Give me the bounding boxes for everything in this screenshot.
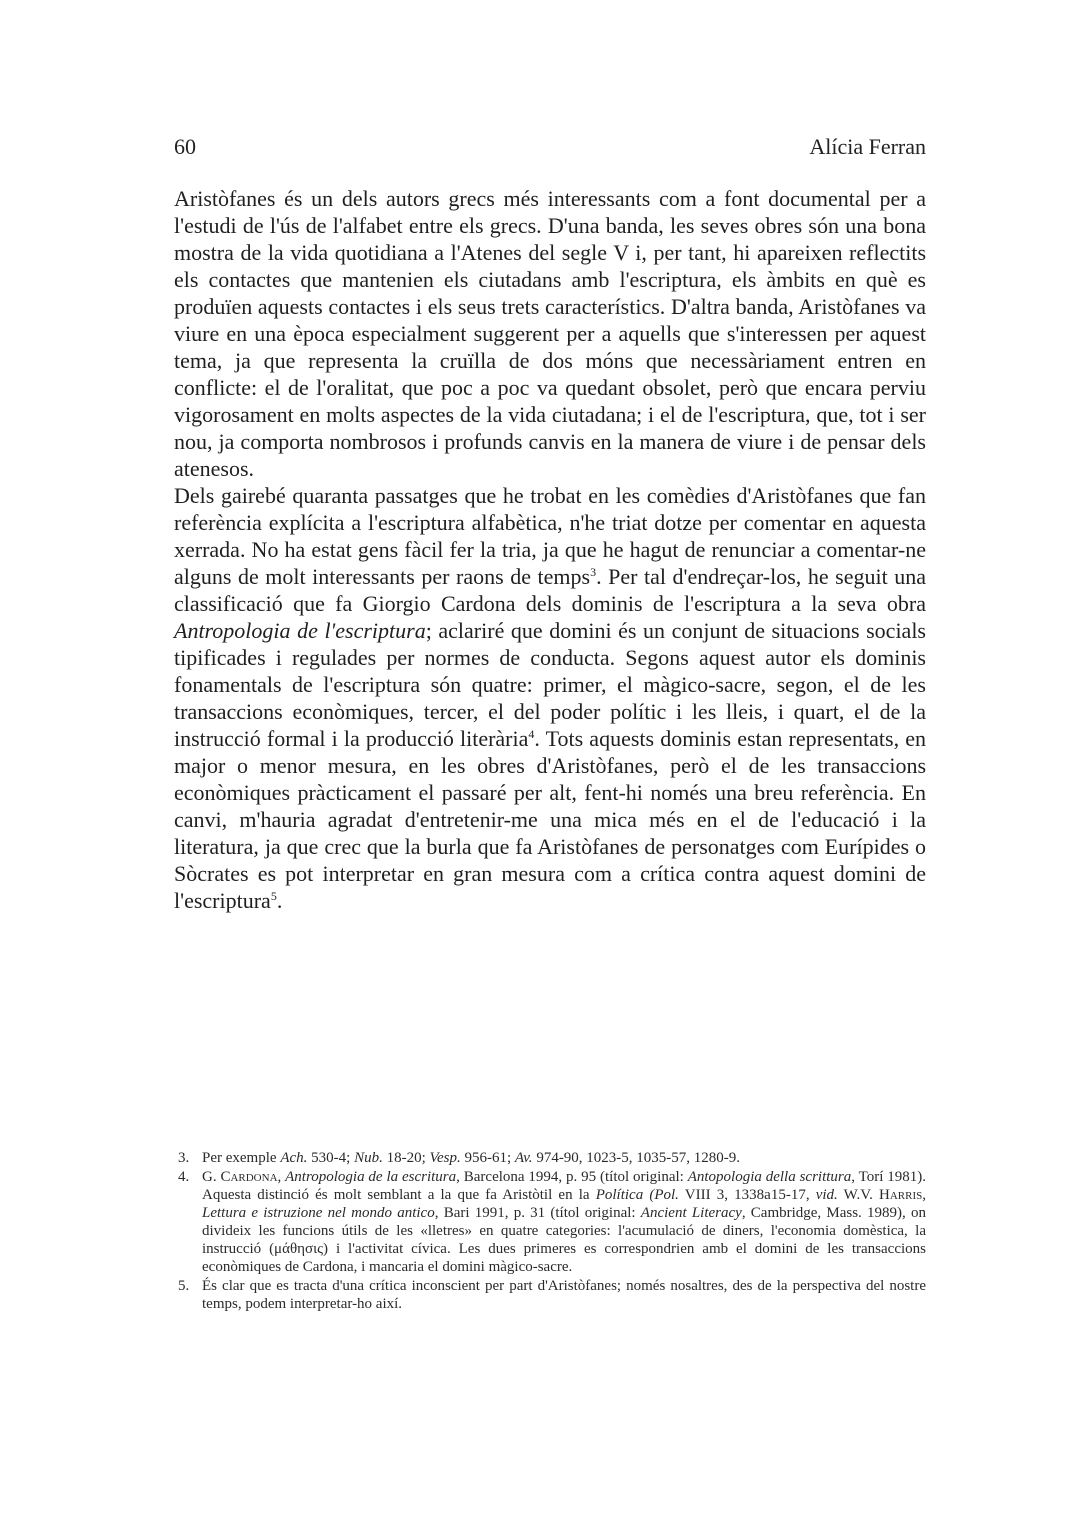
footnote-ref-4[interactable]: 4 xyxy=(528,727,535,741)
footnote-text: , xyxy=(922,1187,926,1203)
book-title-antropologia: Antropologia de l'escriptura xyxy=(174,618,426,643)
work-abbrev: Av. xyxy=(514,1150,533,1166)
footnote-text: VIII 3, 1338a15-17, xyxy=(678,1187,816,1203)
footnote-text: Per exemple xyxy=(202,1150,281,1166)
footnote-text: , Bari 1991, p. 31 (títol original: xyxy=(434,1205,641,1221)
footnote-number: 3. xyxy=(178,1150,190,1166)
work-title: Lettura e istruzione nel mondo antico xyxy=(202,1205,435,1221)
footnote-ref-5[interactable]: 5 xyxy=(270,889,277,903)
footnote-text: , Torí 1981). Aquesta distinció és molt semblant a la que fa Aristòtil en la xyxy=(202,1169,926,1203)
footnote-text: , Barcelona 1994, p. 95 (títol original: xyxy=(456,1169,688,1185)
footnote-text: , Cambridge, Mass. 1989), on divideix les funcions útils de les «lletres» en quatre categories: l'acumulació de diners, l'economia domèstica, la instrucció (μάθησις) i l'activitat cívica. Les dues primeres es correspondrien amb el domini de les transaccions econòmiques de Cardona, i mancaria el domini màgico-sacre. xyxy=(202,1205,926,1275)
paragraph-2-text-a: Dels gairebé quaranta passatges que he trobat en les comèdies d'Aristòfanes que fan referència explícita a l'escriptura alfabètica, n'he triat dotze per comentar en aquesta xerrada. No ha estat gens fàcil fer la tria, ja que he hagut de renunciar a comentar-ne alguns de molt interessants per raons de temps xyxy=(174,483,926,589)
body-text xyxy=(174,185,926,914)
running-head-author: Alícia Ferran xyxy=(809,134,926,159)
paragraph-2-text-d: . Tots aquests dominis estan representats, en major o menor mesura, en les obres d'Aristòfanes, però el de les transaccions econòmiques pràcticament el passaré per alt, fent-hi només una breu referència. En canvi, m'hauria agradat d'entretenir-me una mica més en el de l'educació i la literatura, ja que crec que la burla que fa Aristòfanes de personatges com Eurípides o Sòcrates es pot interpretar en gran mesura com a crítica contra aquest domini de l'escriptura xyxy=(174,726,926,913)
footnote-text: G. xyxy=(202,1169,221,1185)
footnote-ref-3[interactable]: 3 xyxy=(590,565,597,579)
footnote-number: 4. xyxy=(178,1169,190,1185)
paragraph-1: Aristòfanes és un dels autors grecs més interessants com a font documental per a l'estudi de l'ús de l'alfabet entre els grecs. D'una banda, les seves obres són una bona mostra de la vida quotidiana a l'Atenes del segle V i, per tant, hi apareixen reflectits els contactes que mantenien els ciutadans amb l'escriptura, els àmbits en què es produïen aquests contactes i els seus trets característics. D'altra banda, Aristòfanes va viure en una època especialment suggerent per a aquells que s'interessen per aquest tema, ja que representa la cruïlla de dos móns que necessàriament entren en conflicte: el de l'oralitat, que poc a poc va quedant obsolet, però que encara perviu vigorosament en molts aspectes de la vida ciutadana; i el de l'escriptura, que, tot i ser nou, ja comporta nombrosos i profunds canvis en la manera de viure i de pensar dels atenesos. xyxy=(174,186,926,481)
footnote-text: 956-61; xyxy=(460,1150,515,1166)
footnote-text: , xyxy=(277,1169,286,1185)
author-name: Cardona xyxy=(220,1169,278,1185)
footnote-text: És clar que es tracta d'una crítica inconscient per part d'Aristòfanes; només nosaltres, des de la perspectiva del nostre temps, podem interpretar-ho així. xyxy=(202,1278,926,1312)
work-abbrev: Nub. xyxy=(354,1150,383,1166)
paragraph-2-text-b: . Per tal d'endreçar-los, he seguit una classificació que fa Giorgio Cardona dels dominis de l'escriptura a la seva obra xyxy=(174,564,926,616)
work-abbrev: Vesp. xyxy=(429,1150,461,1166)
footnote-text: W.V. xyxy=(837,1187,880,1203)
author-name: Harris xyxy=(879,1187,923,1203)
footnote-text: 530-4; xyxy=(307,1150,355,1166)
work-title: Antropologia de la escritura xyxy=(285,1169,457,1185)
paragraph-2-text-c: ; aclariré que domini és un conjunt de situacions socials tipificades i regulades per normes de conducta. Segons aquest autor els dominis fonamentals de l'escriptura són quatre: primer, el màgico-sacre, segon, el de les transaccions econòmiques, tercer, el del poder polític i les lleis, i quart, el de la instrucció formal i la producció literària xyxy=(174,618,926,751)
work-title: Política (Pol. xyxy=(595,1187,679,1203)
work-title: Antopologia della scrittura xyxy=(687,1169,852,1185)
footnote-text: 18-20; xyxy=(382,1150,430,1166)
footnotes xyxy=(174,1149,926,1314)
work-abbrev: vid. xyxy=(815,1187,838,1203)
footnote-3 xyxy=(174,1149,926,1167)
footnote-4 xyxy=(174,1168,926,1276)
footnote-text: 974-90, 1023-5, 1035-57, 1280-9. xyxy=(532,1150,741,1166)
footnote-5 xyxy=(174,1277,926,1313)
footnote-number: 5. xyxy=(178,1278,190,1294)
work-abbrev: Ach. xyxy=(280,1150,308,1166)
paragraph-2-text-e: . xyxy=(276,888,283,913)
page-number: 60 xyxy=(174,134,196,159)
running-head xyxy=(174,134,926,164)
work-title: Ancient Literacy xyxy=(640,1205,742,1221)
paragraph-2 xyxy=(174,482,926,914)
